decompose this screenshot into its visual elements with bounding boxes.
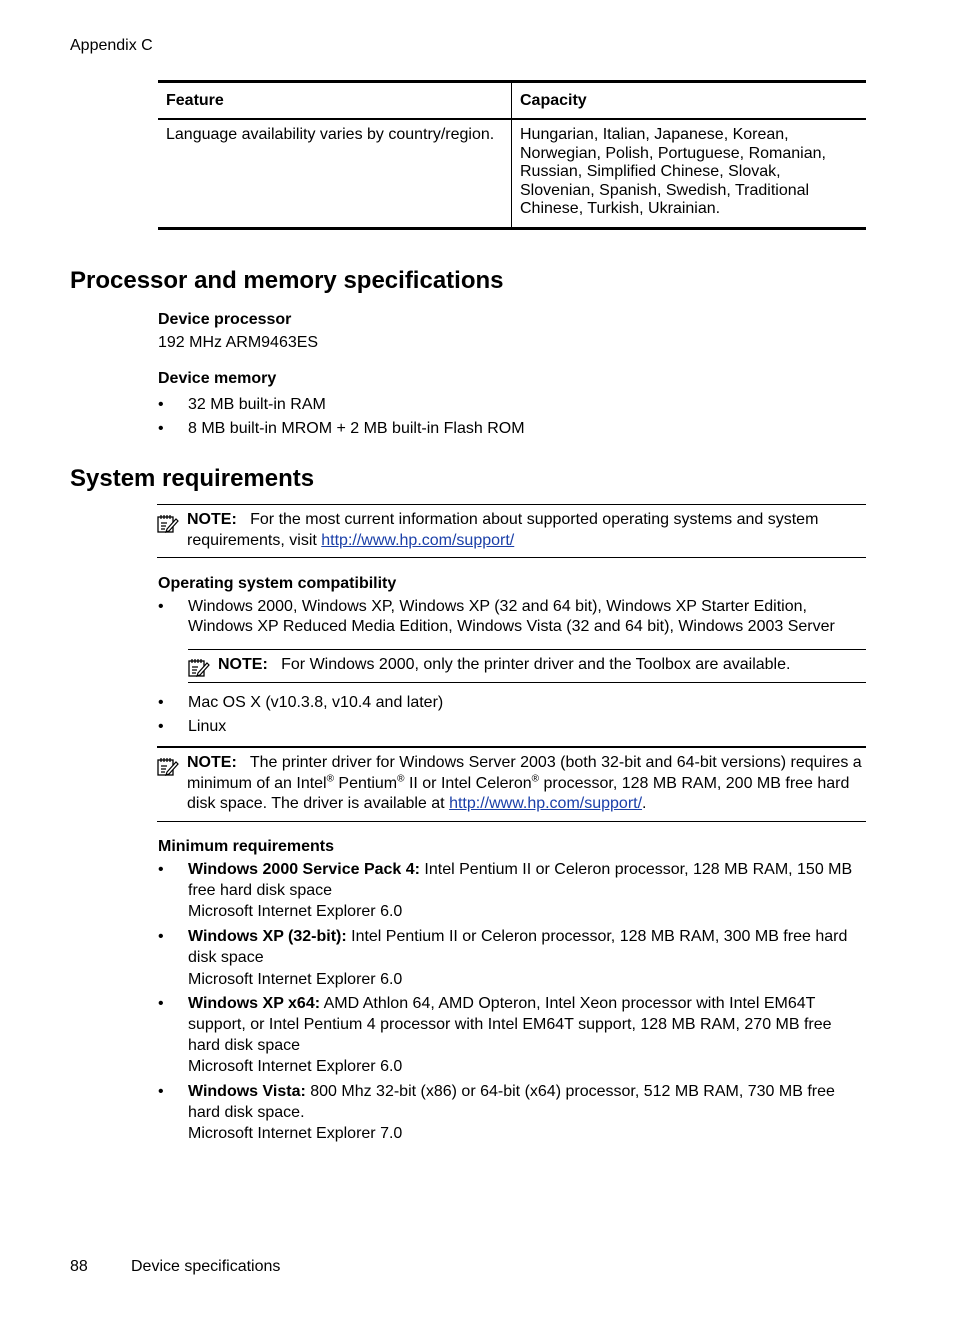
note-icon [157, 514, 179, 534]
list-item: • 8 MB built-in MROM + 2 MB built-in Flash ROM [158, 417, 525, 441]
note-text: processor, 128 MB RAM, 200 MB free hard disk space. The driver is available at [187, 774, 850, 812]
section-heading: System requirements [70, 465, 315, 492]
os-list [158, 691, 443, 739]
page-number: 88 [70, 1258, 88, 1275]
list-item [158, 994, 864, 1078]
note [188, 649, 866, 683]
note-text: . [642, 795, 647, 812]
note-text: The printer driver for Windows Server 2003 (both 32-bit and 64-bit versions) requires a minimum of an Intel [187, 754, 862, 792]
os-name: Windows XP (32-bit): [188, 928, 347, 946]
note-text: II or Intel Celeron [404, 774, 532, 792]
requirement-text: 800 Mhz 32-bit (x86) or 64-bit (x64) processor, 512 MB RAM, 730 MB free hard disk space. [188, 1083, 835, 1121]
column-header-capacity: Capacity [512, 82, 867, 120]
subheading: Device memory [158, 370, 277, 387]
min-requirements-list [158, 860, 864, 1145]
note-label: NOTE: [218, 656, 268, 673]
note-text: Pentium [333, 774, 398, 792]
list-item: • Linux [158, 715, 443, 739]
os-list [158, 597, 858, 637]
section-heading: Processor and memory specifications [70, 267, 504, 294]
registered-mark: ® [326, 773, 334, 785]
requirement-text: AMD Athlon 64, AMD Opteron, Intel Xeon processor with Intel EM64T support, or Intel Pentium 4 processor with Intel EM64T support, 128 MB RAM, 270 MB free hard disk space [188, 995, 832, 1054]
subheading: Minimum requirements [158, 838, 335, 855]
note-text: For the most current information about supported operating systems and system requirements, visit [187, 511, 819, 549]
support-link[interactable]: http://www.hp.com/support/ [449, 795, 643, 812]
subheading: Operating system compatibility [158, 575, 397, 592]
table-cell: Hungarian, Italian, Japanese, Korean, Norwegian, Polish, Portuguese, Romanian, Russian, Simplified Chinese, Slovak, Slovenian, Spanish, Swedish, Traditional Chinese, Turkish, Ukrainian. [512, 119, 867, 228]
note-text: For Windows 2000, only the printer driver and the Toolbox are available. [281, 656, 791, 673]
list-item: • Mac OS X (v10.3.8, v10.4 and later) [158, 691, 443, 715]
list-item [158, 860, 864, 923]
os-name: Windows 2000 Service Pack 4: [188, 861, 420, 878]
registered-mark: ® [531, 773, 540, 785]
browser-requirement: Microsoft Internet Explorer 6.0 [188, 1058, 403, 1076]
language-table [158, 80, 866, 230]
list-item: • Windows 2000, Windows XP, Windows XP (32 and 64 bit), Windows XP Starter Edition, Windows XP Reduced Media Edition, Windows Vista (32 and 64 bit), Windows 2003 Server [158, 597, 858, 637]
footer-section: Device specifications [131, 1258, 281, 1275]
note-icon [188, 658, 210, 678]
running-head: Appendix C [70, 37, 153, 54]
memory-list [158, 393, 525, 441]
table-cell: Language availability varies by country/region. [166, 126, 495, 143]
os-name: Windows Vista: [188, 1083, 306, 1101]
requirement-text: Intel Pentium II or Celeron processor, 128 MB RAM, 150 MB free hard disk space [188, 861, 853, 899]
note [157, 746, 866, 822]
subheading: Device processor [158, 311, 292, 328]
processor-value: 192 MHz ARM9463ES [158, 334, 319, 351]
column-header-feature: Feature [158, 82, 512, 120]
table-row [158, 119, 866, 228]
list-item: • 32 MB built-in RAM [158, 393, 525, 417]
os-name: Windows XP x64: [188, 995, 321, 1013]
note-icon [157, 757, 179, 777]
requirement-text: Intel Pentium II or Celeron processor, 128 MB RAM, 300 MB free hard disk space [188, 928, 848, 966]
note-label: NOTE: [187, 511, 237, 528]
registered-mark: ® [397, 773, 405, 785]
list-item [158, 927, 864, 990]
browser-requirement: Microsoft Internet Explorer 6.0 [188, 903, 403, 921]
note-label: NOTE: [187, 754, 237, 771]
support-link[interactable]: http://www.hp.com/support/ [321, 531, 515, 549]
browser-requirement: Microsoft Internet Explorer 7.0 [188, 1125, 403, 1143]
browser-requirement: Microsoft Internet Explorer 6.0 [188, 970, 403, 988]
list-item [158, 1082, 864, 1145]
note [157, 504, 866, 558]
